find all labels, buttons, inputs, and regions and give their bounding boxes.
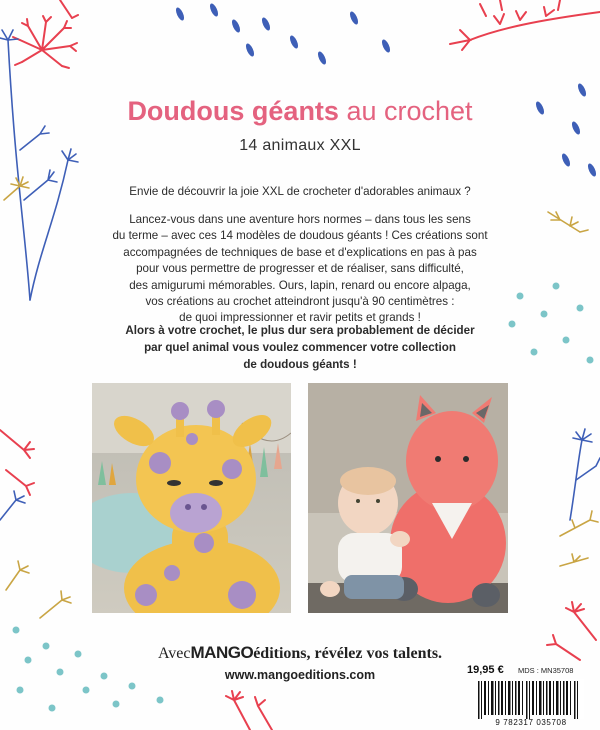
description-line: du terme – avec ces 14 modèles de doudous géants ! Ces créations sont: [112, 229, 488, 243]
description-line: accompagnées de techniques de base et d'explications en pas à pas: [123, 245, 477, 259]
isbn-number: 9 782317 035708: [495, 718, 567, 727]
title-bold: Doudous géants: [127, 96, 339, 126]
call-to-action: [100, 322, 500, 373]
fox-photo: [308, 383, 508, 613]
description-line: vos créations au crochet atteindront jusqu'à 90 centimètres :: [145, 295, 455, 309]
cta-line: de doudous géants !: [243, 358, 357, 371]
cta-line: par quel animal vous voulez commencer votre collection: [144, 341, 456, 354]
book-title: [0, 96, 600, 127]
giraffe-photo: [92, 383, 291, 613]
tagline-avec: Avec: [157, 645, 191, 662]
mango-logo: MANGO: [190, 643, 254, 662]
price: 19,95 €: [467, 664, 504, 676]
tagline-rest: éditions, révélez vos talents.: [253, 645, 443, 662]
description-line: Lancez-vous dans une aventure hors normes – dans tous les sens: [129, 213, 471, 226]
description-line: de quoi impressionner et ravir petits et grands !: [179, 311, 421, 325]
cta-line: Alors à votre crochet, le plus dur sera probablement de décider: [125, 324, 475, 337]
description-line: pour vous permettre de progresser et de réaliser, sans difficulté,: [136, 262, 464, 276]
publisher-website: www.mangoeditions.com: [224, 668, 376, 682]
product-reference: MDS : MN35708: [518, 666, 574, 675]
intro-text: Envie de découvrir la joie XXL de crocheter d'adorables animaux ?: [129, 185, 471, 198]
description-line: des amigurumi mémorables. Ours, lapin, renard ou encore alpaga,: [129, 278, 471, 292]
publisher-tagline: [0, 643, 600, 663]
title-light: au crochet: [346, 96, 473, 126]
description-text: [100, 212, 500, 327]
barcode: [474, 679, 584, 719]
book-subtitle: 14 animaux XXL: [239, 137, 361, 154]
